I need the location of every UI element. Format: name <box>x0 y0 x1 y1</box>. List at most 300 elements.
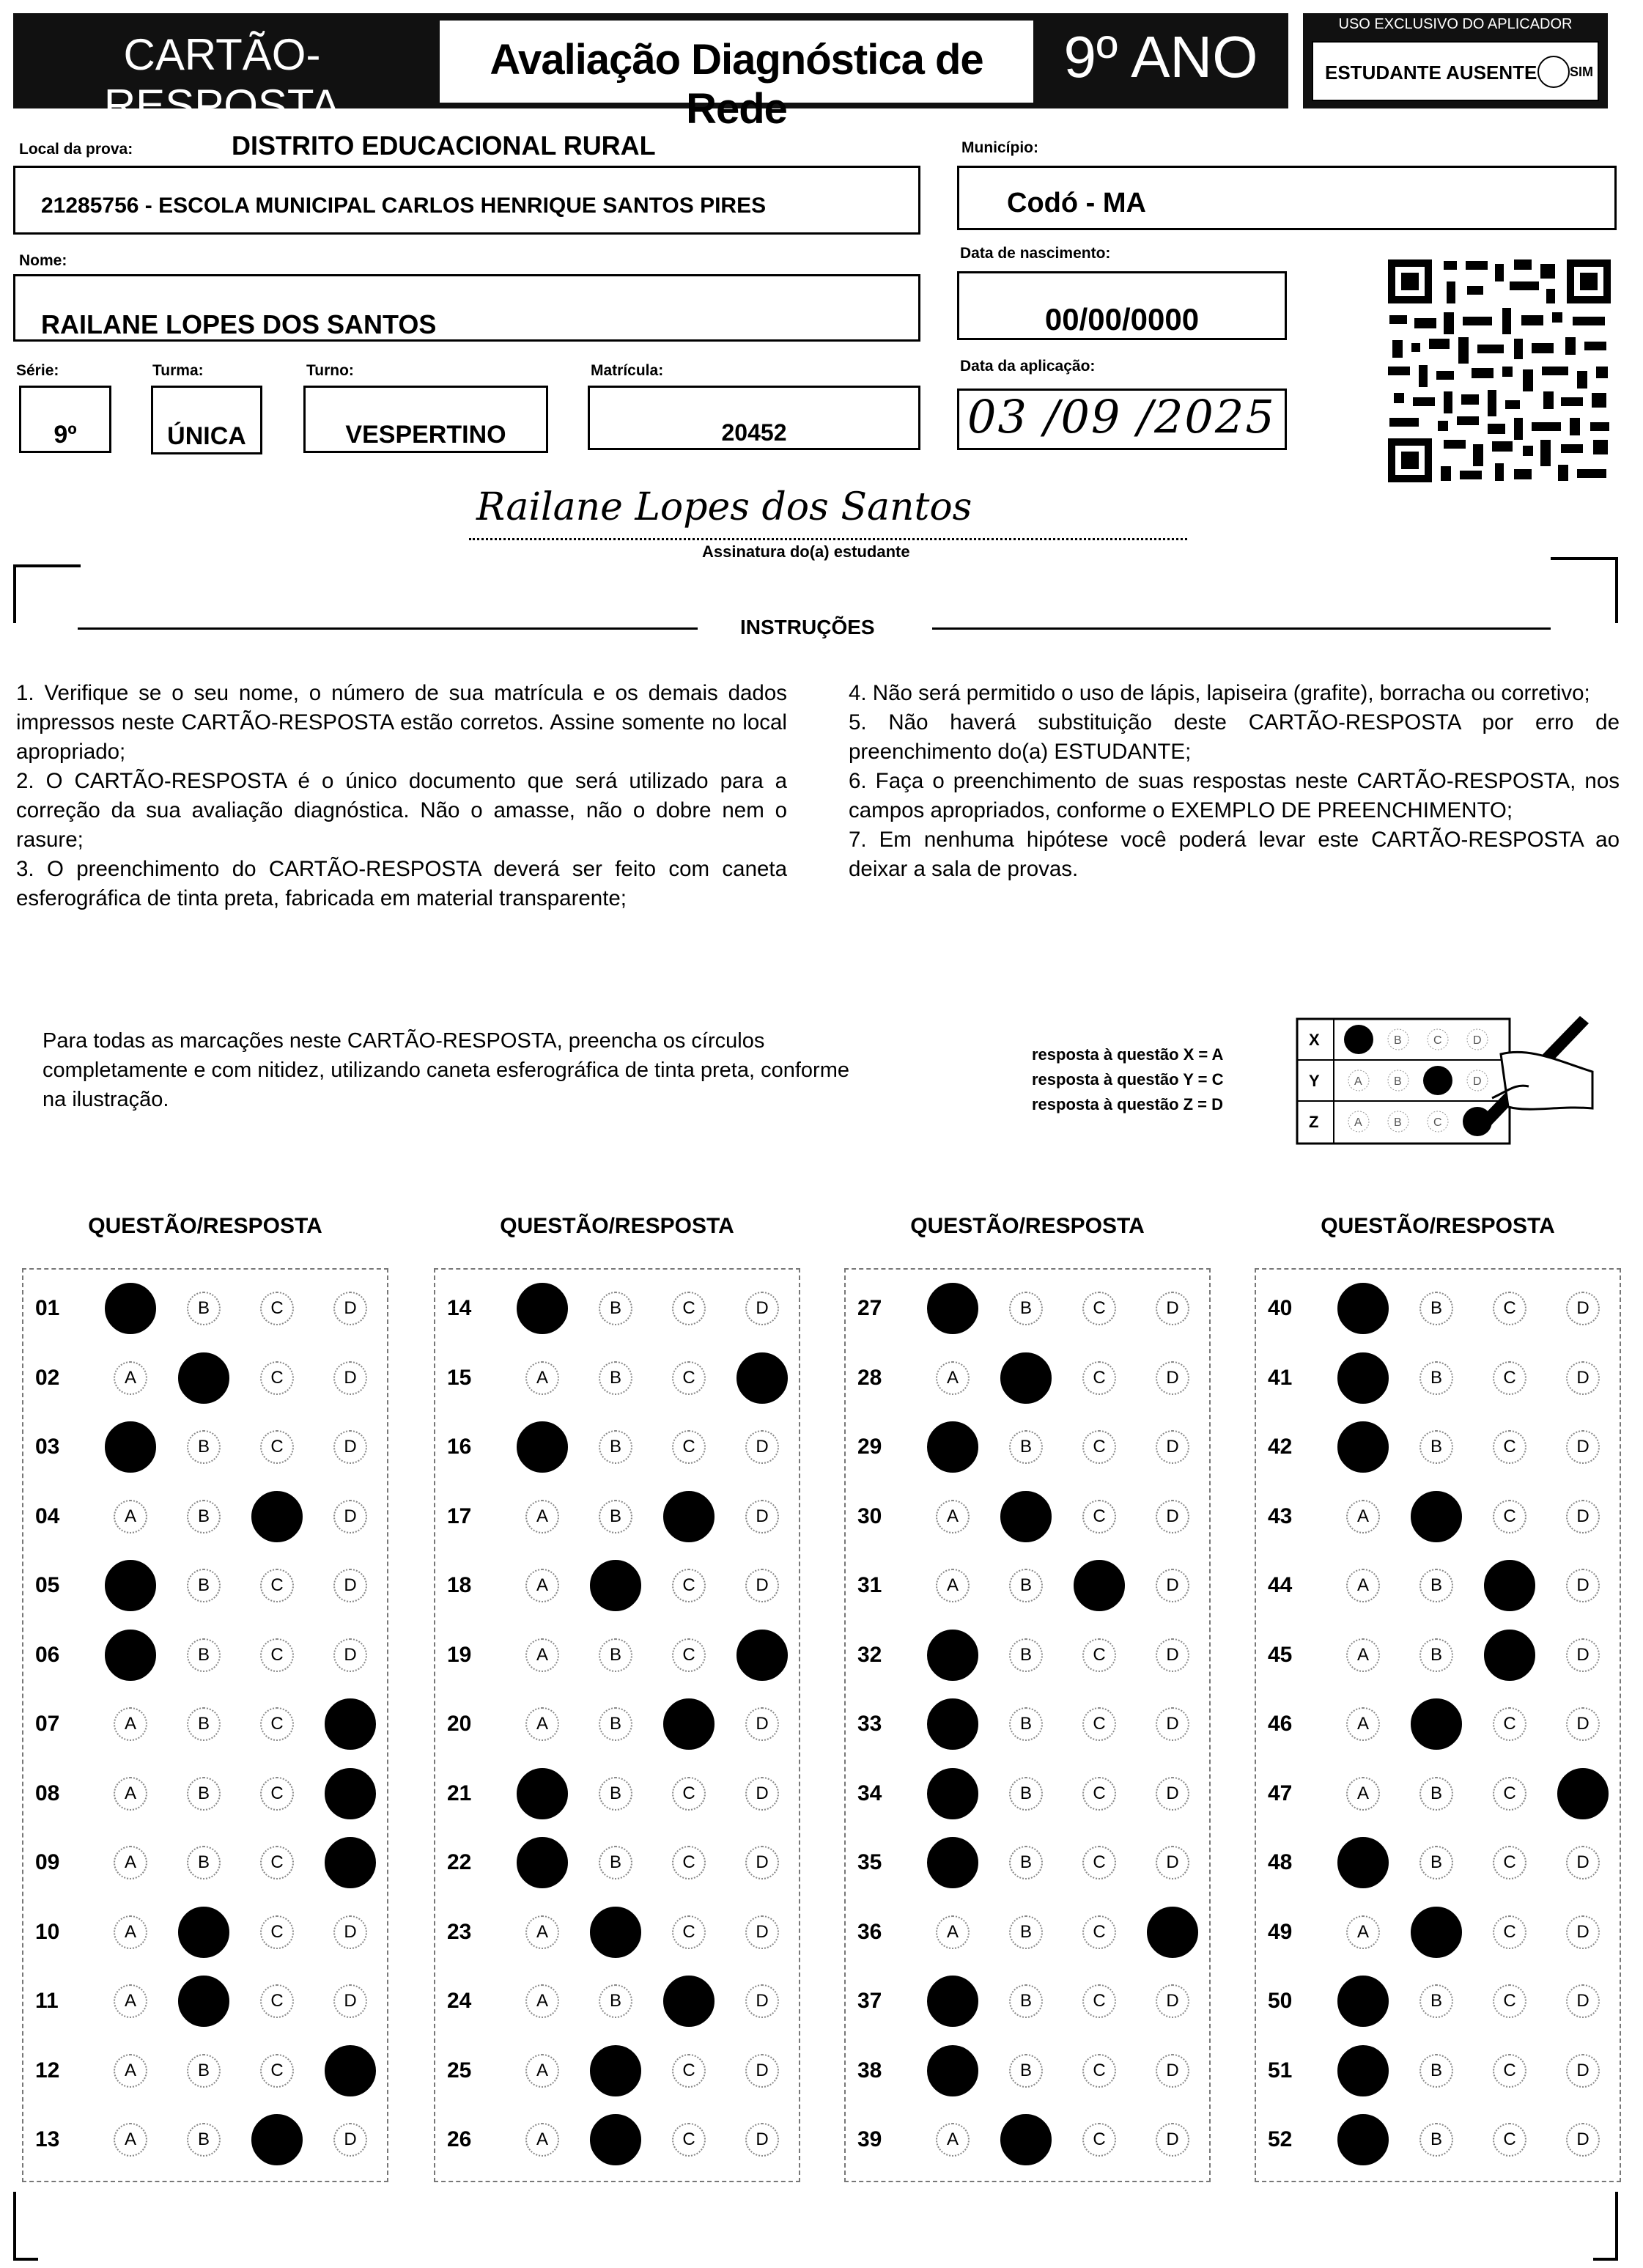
matricula-label: Matrícula: <box>591 362 664 379</box>
answer-bubble-filled[interactable]: A <box>517 1421 568 1473</box>
question-number: 16 <box>447 1435 472 1459</box>
answer-bubble-filled[interactable]: B <box>590 1907 641 1958</box>
aplicacao-value: 03 /09 /2025 <box>967 390 1276 443</box>
answer-bubble[interactable]: D <box>1566 1638 1600 1672</box>
answer-bubble[interactable]: D <box>333 1361 367 1395</box>
answer-bubble-filled[interactable]: D <box>325 1837 376 1888</box>
answer-bubble[interactable]: C <box>1082 1292 1116 1325</box>
answer-bubble[interactable]: C <box>672 1777 706 1811</box>
question-number: 41 <box>1268 1365 1293 1390</box>
question-number: 35 <box>857 1850 882 1874</box>
question-number: 30 <box>857 1503 882 1528</box>
answer-bubble[interactable]: D <box>1566 1500 1600 1534</box>
answer-column <box>1255 1268 1621 2182</box>
answer-bubble[interactable]: C <box>672 1569 706 1602</box>
question-row <box>23 1551 387 1620</box>
answer-bubble[interactable]: C <box>1082 1777 1116 1811</box>
answer-bubble[interactable]: D <box>1156 1638 1189 1672</box>
answer-bubble[interactable]: B <box>599 1500 632 1534</box>
answer-bubble[interactable]: B <box>187 1569 221 1602</box>
answer-bubble[interactable]: C <box>260 1846 294 1879</box>
answer-bubble[interactable]: A <box>525 2123 559 2157</box>
question-row <box>846 1413 1209 1481</box>
svg-text:A: A <box>1354 1116 1362 1129</box>
answer-bubble-filled[interactable]: C <box>251 1491 303 1542</box>
column-header: QUESTÃO/RESPOSTA <box>1321 1214 1555 1238</box>
answer-bubble[interactable]: B <box>1009 1638 1043 1672</box>
question-number: 51 <box>1268 2058 1293 2083</box>
answer-bubble[interactable]: B <box>1419 1569 1453 1602</box>
answer-bubble[interactable]: D <box>333 1430 367 1464</box>
answer-bubble[interactable]: B <box>187 1430 221 1464</box>
answer-bubble[interactable]: A <box>114 2123 147 2157</box>
answer-bubble[interactable]: B <box>187 1846 221 1879</box>
answer-bubble[interactable]: C <box>260 1638 294 1672</box>
answer-bubble[interactable]: B <box>1009 2054 1043 2088</box>
answer-bubble[interactable]: C <box>1493 2123 1526 2157</box>
answer-bubble[interactable]: B <box>187 1292 221 1325</box>
answer-bubble-filled[interactable]: C <box>1484 1560 1535 1611</box>
answer-bubble[interactable]: C <box>260 1361 294 1395</box>
answer-bubble[interactable]: C <box>1493 2054 1526 2088</box>
question-number: 07 <box>35 1712 60 1736</box>
question-row <box>1256 1482 1620 1551</box>
answer-bubble[interactable]: B <box>1419 1430 1453 1464</box>
answer-bubble[interactable]: C <box>672 1430 706 1464</box>
answer-bubble[interactable]: A <box>525 1569 559 1602</box>
answer-bubble-filled[interactable]: D <box>1147 1907 1198 1958</box>
answer-bubble[interactable]: C <box>672 2123 706 2157</box>
answer-bubble[interactable]: A <box>525 2054 559 2088</box>
aplicacao-label: Data da aplicação: <box>960 358 1096 375</box>
answer-bubble[interactable]: D <box>745 1430 779 1464</box>
question-number: 20 <box>447 1712 472 1736</box>
answer-bubble[interactable]: A <box>114 1777 147 1811</box>
answer-bubble[interactable]: A <box>525 1500 559 1534</box>
answer-bubble-filled[interactable]: A <box>517 1283 568 1334</box>
example-line-x: resposta à questão X = A <box>1032 1045 1224 1064</box>
answer-bubble[interactable]: D <box>745 1569 779 1602</box>
svg-text:B: B <box>1394 1034 1402 1047</box>
absent-bubble[interactable] <box>1537 56 1570 88</box>
answer-bubble-filled[interactable]: B <box>590 1560 641 1611</box>
answer-bubble[interactable]: A <box>1346 1500 1380 1534</box>
answer-bubble[interactable]: C <box>1082 1707 1116 1741</box>
answer-bubble[interactable]: C <box>1082 1500 1116 1534</box>
question-row <box>23 1967 387 2036</box>
answer-bubble[interactable]: B <box>599 1846 632 1879</box>
answer-bubble-filled[interactable]: D <box>325 1698 376 1750</box>
answer-bubble[interactable]: D <box>333 1638 367 1672</box>
answer-bubble[interactable]: A <box>114 1984 147 2018</box>
answer-bubble[interactable]: D <box>1566 1569 1600 1602</box>
answer-bubble-filled[interactable]: A <box>517 1837 568 1888</box>
answer-bubble-filled[interactable]: C <box>663 1698 715 1750</box>
question-row <box>23 1898 387 1967</box>
answer-bubble-filled[interactable]: B <box>1411 1491 1462 1542</box>
question-row <box>23 1690 387 1759</box>
answer-bubble[interactable]: B <box>1009 1777 1043 1811</box>
answer-bubble[interactable]: C <box>1082 1430 1116 1464</box>
answer-bubble-filled[interactable]: C <box>663 1976 715 2027</box>
answer-bubble[interactable]: C <box>672 2054 706 2088</box>
question-number: 21 <box>447 1781 472 1805</box>
absent-label: ESTUDANTE AUSENTE <box>1325 62 1537 84</box>
answer-bubble-filled[interactable]: A <box>927 1630 978 1681</box>
local-value: DISTRITO EDUCACIONAL RURAL <box>232 130 656 161</box>
svg-text:A: A <box>1354 1075 1362 1088</box>
answer-bubble[interactable]: C <box>260 1292 294 1325</box>
answer-bubble[interactable]: D <box>1156 1569 1189 1602</box>
answer-bubble-filled[interactable]: B <box>178 1976 229 2027</box>
answer-bubble[interactable]: B <box>187 1707 221 1741</box>
answer-bubble-filled[interactable]: B <box>1411 1907 1462 1958</box>
answer-bubble[interactable]: B <box>1009 1846 1043 1879</box>
answer-bubble[interactable]: A <box>936 2123 970 2157</box>
answer-bubble-filled[interactable]: D <box>736 1352 788 1404</box>
question-number: 42 <box>1268 1435 1293 1459</box>
answer-bubble-filled[interactable]: D <box>736 1630 788 1681</box>
answer-bubble[interactable]: A <box>1346 1707 1380 1741</box>
answer-bubble[interactable]: C <box>1082 1984 1116 2018</box>
answer-bubble[interactable]: A <box>936 1915 970 1949</box>
answer-bubble[interactable]: D <box>333 1500 367 1534</box>
question-number: 32 <box>857 1642 882 1667</box>
answer-bubble[interactable]: D <box>1156 1500 1189 1534</box>
serie-value: 9º <box>53 421 77 449</box>
answer-bubble[interactable]: C <box>1493 1430 1526 1464</box>
answer-bubble[interactable]: C <box>260 1569 294 1602</box>
answer-bubble[interactable]: B <box>1009 1915 1043 1949</box>
question-number: 34 <box>857 1781 882 1805</box>
question-row <box>1256 1413 1620 1481</box>
question-number: 26 <box>447 2127 472 2151</box>
answer-bubble-filled[interactable]: C <box>1074 1560 1125 1611</box>
answer-bubble-filled[interactable]: C <box>1484 1630 1535 1681</box>
answer-bubble-filled[interactable]: A <box>927 1698 978 1750</box>
answer-bubble[interactable]: A <box>936 1500 970 1534</box>
answer-bubble[interactable]: D <box>1566 1292 1600 1325</box>
signature: Railane Lopes dos Santos <box>476 485 972 529</box>
grade-label: 9º ANO <box>1063 24 1258 89</box>
answer-bubble[interactable]: A <box>525 1984 559 2018</box>
answer-bubble-filled[interactable]: D <box>325 1768 376 1819</box>
answer-bubble[interactable]: C <box>1493 1915 1526 1949</box>
question-row <box>435 2105 799 2174</box>
answer-bubble-filled[interactable]: C <box>663 1491 715 1542</box>
answer-bubble[interactable]: C <box>1493 1777 1526 1811</box>
answer-bubble[interactable]: D <box>1156 1777 1189 1811</box>
answer-bubble[interactable]: B <box>1419 1984 1453 2018</box>
answer-bubble-filled[interactable]: A <box>927 1976 978 2027</box>
answer-bubble-filled[interactable]: A <box>517 1768 568 1819</box>
answer-bubble[interactable]: D <box>333 1984 367 2018</box>
answer-bubble[interactable]: B <box>1419 1638 1453 1672</box>
answer-bubble[interactable]: C <box>1082 2123 1116 2157</box>
answer-bubble-filled[interactable]: A <box>105 1421 156 1473</box>
question-number: 48 <box>1268 1850 1293 1874</box>
municipio-value: Codó - MA <box>1007 188 1146 218</box>
answer-bubble-filled[interactable]: A <box>105 1283 156 1334</box>
answer-bubble[interactable]: D <box>1566 1984 1600 2018</box>
answer-bubble[interactable]: C <box>260 2054 294 2088</box>
answer-bubble-filled[interactable]: A <box>1337 1421 1389 1473</box>
answer-bubble[interactable]: B <box>1419 2054 1453 2088</box>
answer-bubble[interactable]: D <box>745 2123 779 2157</box>
answer-bubble[interactable]: A <box>114 1915 147 1949</box>
question-row <box>846 1482 1209 1551</box>
answer-bubble[interactable]: D <box>1156 1846 1189 1879</box>
answer-bubble[interactable]: B <box>599 1361 632 1395</box>
answer-bubble[interactable]: D <box>745 1846 779 1879</box>
answer-bubble[interactable]: C <box>1082 1638 1116 1672</box>
answer-bubble[interactable]: D <box>1156 2054 1189 2088</box>
answer-bubble[interactable]: D <box>745 1777 779 1811</box>
answer-bubble[interactable]: A <box>114 1361 147 1395</box>
answer-bubble-filled[interactable]: B <box>178 1352 229 1404</box>
question-row <box>435 1828 799 1897</box>
answer-bubble[interactable]: C <box>260 1707 294 1741</box>
answer-bubble[interactable]: C <box>1493 1292 1526 1325</box>
answer-bubble[interactable]: D <box>1156 1430 1189 1464</box>
answer-bubble[interactable]: A <box>1346 1915 1380 1949</box>
answer-bubble-filled[interactable]: C <box>251 2114 303 2165</box>
answer-bubble[interactable]: A <box>114 1500 147 1534</box>
answer-bubble-filled[interactable]: A <box>927 1768 978 1819</box>
question-number: 40 <box>1268 1296 1293 1320</box>
answer-bubble[interactable]: D <box>1566 1707 1600 1741</box>
answer-bubble[interactable]: B <box>1419 2123 1453 2157</box>
answer-bubble[interactable]: B <box>1009 1430 1043 1464</box>
svg-text:Z: Z <box>1309 1113 1319 1131</box>
answer-bubble-filled[interactable]: D <box>1557 1768 1609 1819</box>
answer-bubble[interactable]: C <box>1493 1846 1526 1879</box>
answer-bubble[interactable]: A <box>1346 1777 1380 1811</box>
answer-bubble[interactable]: B <box>187 1777 221 1811</box>
answer-bubble[interactable]: C <box>1082 1915 1116 1949</box>
instruction-7: 7. Em nenhuma hipótese você poderá levar este CARTÃO-RESPOSTA ao deixar a sala de provas. <box>849 828 1620 881</box>
question-row <box>435 1413 799 1481</box>
answer-bubble-filled[interactable]: A <box>105 1560 156 1611</box>
answer-bubble[interactable]: B <box>599 1638 632 1672</box>
answer-bubble[interactable]: C <box>1493 1984 1526 2018</box>
answer-bubble[interactable]: D <box>1566 2054 1600 2088</box>
question-row <box>435 1967 799 2036</box>
question-row <box>23 2036 387 2105</box>
question-row <box>846 1898 1209 1967</box>
frame-corner-bottom-right <box>1593 2192 1618 2261</box>
question-number: 18 <box>447 1573 472 1597</box>
answer-bubble-filled[interactable]: A <box>1337 1283 1389 1334</box>
frame-corner-top-right <box>1551 557 1618 623</box>
answer-bubble[interactable]: D <box>1156 1984 1189 2018</box>
question-row <box>435 1898 799 1967</box>
answer-bubble[interactable]: C <box>672 1361 706 1395</box>
example-legend <box>1032 1042 1223 1117</box>
answer-bubble-filled[interactable]: A <box>1337 2114 1389 2165</box>
answer-bubble[interactable]: D <box>1156 1361 1189 1395</box>
question-row <box>1256 1621 1620 1690</box>
answer-bubble[interactable]: D <box>1566 2123 1600 2157</box>
question-row <box>1256 1274 1620 1343</box>
answer-bubble[interactable]: B <box>187 1638 221 1672</box>
answer-bubble-filled[interactable]: B <box>1000 1491 1052 1542</box>
answer-bubble[interactable]: B <box>1419 1292 1453 1325</box>
answer-bubble-filled[interactable]: A <box>927 1283 978 1334</box>
answer-bubble[interactable]: A <box>525 1915 559 1949</box>
answer-bubble-filled[interactable]: A <box>1337 1837 1389 1888</box>
answer-bubble-filled[interactable]: A <box>105 1630 156 1681</box>
answer-bubble[interactable]: B <box>1009 1707 1043 1741</box>
answer-bubble-filled[interactable]: B <box>590 2114 641 2165</box>
question-row <box>846 1621 1209 1690</box>
answer-bubble[interactable]: B <box>1009 1569 1043 1602</box>
answer-bubble[interactable]: B <box>187 1500 221 1534</box>
answer-bubble[interactable]: D <box>1566 1361 1600 1395</box>
answer-bubble-filled[interactable]: B <box>1000 1352 1052 1404</box>
answer-bubble[interactable]: A <box>114 1846 147 1879</box>
instructions-rule-right <box>932 627 1551 630</box>
question-number: 11 <box>35 1989 59 2013</box>
answer-bubble[interactable]: D <box>1566 1430 1600 1464</box>
answer-bubble[interactable]: D <box>745 1707 779 1741</box>
answer-bubble-filled[interactable]: B <box>1000 2114 1052 2165</box>
answer-bubble[interactable]: B <box>599 1430 632 1464</box>
question-row <box>435 1274 799 1343</box>
fill-note: Para todas as marcações neste CARTÃO-RESPOSTA, preencha os círculos completamente e com nitidez, utilizando caneta esferográfica de tinta preta, conforme na ilustração. <box>43 1029 849 1111</box>
example-line-y: resposta à questão Y = C <box>1032 1070 1224 1089</box>
instruction-5: 5. Não haverá substituição deste CARTÃO-RESPOSTA por erro de preenchimento do(a) ESTUDANTE; <box>849 710 1620 764</box>
serie-label: Série: <box>16 362 59 379</box>
matricula-value: 20452 <box>721 419 787 446</box>
question-row <box>1256 1690 1620 1759</box>
answer-bubble-filled[interactable]: A <box>1337 1352 1389 1404</box>
question-row <box>1256 1344 1620 1413</box>
answer-bubble-filled[interactable]: A <box>927 2045 978 2096</box>
answer-bubble[interactable]: A <box>525 1638 559 1672</box>
question-number: 49 <box>1268 1919 1293 1944</box>
nascimento-value: 00/00/0000 <box>1044 302 1200 336</box>
answer-bubble[interactable]: C <box>260 1984 294 2018</box>
answer-bubble-filled[interactable]: B <box>590 2045 641 2096</box>
answer-bubble[interactable]: D <box>1156 1707 1189 1741</box>
answer-bubble[interactable]: B <box>1419 1361 1453 1395</box>
answer-bubble[interactable]: D <box>1566 1915 1600 1949</box>
answer-bubble-filled[interactable]: A <box>1337 2045 1389 2096</box>
question-number: 52 <box>1268 2127 1293 2151</box>
answer-bubble[interactable]: A <box>525 1707 559 1741</box>
instruction-4: 4. Não será permitido o uso de lápis, lapiseira (grafite), borracha ou corretivo; <box>849 681 1590 705</box>
question-row <box>1256 1967 1620 2036</box>
instructions-title: INSTRUÇÕES <box>740 616 875 638</box>
answer-bubble[interactable]: D <box>1156 1292 1189 1325</box>
answer-bubble-filled[interactable]: A <box>927 1421 978 1473</box>
answer-bubble[interactable]: D <box>333 1915 367 1949</box>
answer-bubble[interactable]: A <box>936 1361 970 1395</box>
answer-bubble[interactable]: D <box>1566 1846 1600 1879</box>
answer-bubble[interactable]: C <box>1082 1361 1116 1395</box>
answer-bubble[interactable]: B <box>187 2054 221 2088</box>
answer-bubble[interactable]: C <box>260 1915 294 1949</box>
question-row <box>846 2036 1209 2105</box>
question-row <box>23 1274 387 1343</box>
question-number: 03 <box>35 1435 60 1459</box>
answer-bubble[interactable]: B <box>187 2123 221 2157</box>
answer-bubble[interactable]: D <box>745 1915 779 1949</box>
answer-bubble[interactable]: D <box>1156 2123 1189 2157</box>
answer-bubble[interactable]: C <box>672 1292 706 1325</box>
answer-bubble[interactable]: C <box>260 1777 294 1811</box>
answer-bubble[interactable]: C <box>672 1846 706 1879</box>
answer-bubble[interactable]: B <box>599 1984 632 2018</box>
answer-bubble[interactable]: C <box>1082 2054 1116 2088</box>
question-number: 14 <box>447 1296 472 1320</box>
answer-bubble-filled[interactable]: B <box>1411 1698 1462 1750</box>
answer-bubble[interactable]: B <box>599 1707 632 1741</box>
answer-bubble[interactable]: D <box>333 1569 367 1602</box>
question-row <box>846 1274 1209 1343</box>
column-header: QUESTÃO/RESPOSTA <box>910 1214 1145 1238</box>
answer-bubble[interactable]: A <box>936 1569 970 1602</box>
answer-bubble[interactable]: C <box>260 1430 294 1464</box>
answer-bubble[interactable]: C <box>1493 1500 1526 1534</box>
question-number: 09 <box>35 1850 60 1874</box>
answer-bubble-filled[interactable]: A <box>927 1837 978 1888</box>
turma-label: Turma: <box>152 362 204 379</box>
answer-bubble[interactable]: C <box>1493 1361 1526 1395</box>
answer-bubble[interactable]: C <box>672 1638 706 1672</box>
answer-bubble[interactable]: A <box>525 1361 559 1395</box>
question-number: 29 <box>857 1435 882 1459</box>
question-row <box>435 1690 799 1759</box>
answer-bubble[interactable]: B <box>1009 1984 1043 2018</box>
answer-bubble[interactable]: B <box>1419 1777 1453 1811</box>
answer-bubble[interactable]: B <box>1419 1846 1453 1879</box>
answer-bubble-filled[interactable]: B <box>178 1907 229 1958</box>
answer-bubble-filled[interactable]: A <box>1337 1976 1389 2027</box>
answer-bubble[interactable]: C <box>1493 1707 1526 1741</box>
answer-bubble[interactable]: B <box>599 1292 632 1325</box>
question-number: 44 <box>1268 1573 1293 1597</box>
answer-bubble-filled[interactable]: D <box>325 2045 376 2096</box>
answer-bubble[interactable]: D <box>745 1500 779 1534</box>
question-number: 05 <box>35 1573 60 1597</box>
answer-bubble[interactable]: B <box>1009 1292 1043 1325</box>
answer-bubble[interactable]: A <box>1346 1569 1380 1602</box>
question-row <box>1256 2036 1620 2105</box>
svg-text:X: X <box>1309 1031 1320 1049</box>
svg-text:B: B <box>1394 1116 1402 1129</box>
answer-bubble[interactable]: D <box>333 1292 367 1325</box>
answer-bubble[interactable]: A <box>114 2054 147 2088</box>
answer-bubble[interactable]: D <box>745 2054 779 2088</box>
column-header: QUESTÃO/RESPOSTA <box>500 1214 734 1238</box>
answer-bubble[interactable]: A <box>114 1707 147 1741</box>
answer-bubble[interactable]: D <box>745 1292 779 1325</box>
svg-text:C: C <box>1433 1116 1442 1129</box>
answer-bubble[interactable]: C <box>1082 1846 1116 1879</box>
svg-text:D: D <box>1473 1075 1482 1088</box>
answer-bubble[interactable]: A <box>1346 1638 1380 1672</box>
answer-bubble[interactable]: C <box>672 1915 706 1949</box>
answer-bubble[interactable]: D <box>333 2123 367 2157</box>
question-row <box>1256 1551 1620 1620</box>
answer-bubble[interactable]: B <box>599 1777 632 1811</box>
question-number: 10 <box>35 1919 60 1944</box>
question-number: 04 <box>35 1503 60 1528</box>
instructions-left <box>16 679 787 913</box>
answer-bubble[interactable]: D <box>745 1984 779 2018</box>
